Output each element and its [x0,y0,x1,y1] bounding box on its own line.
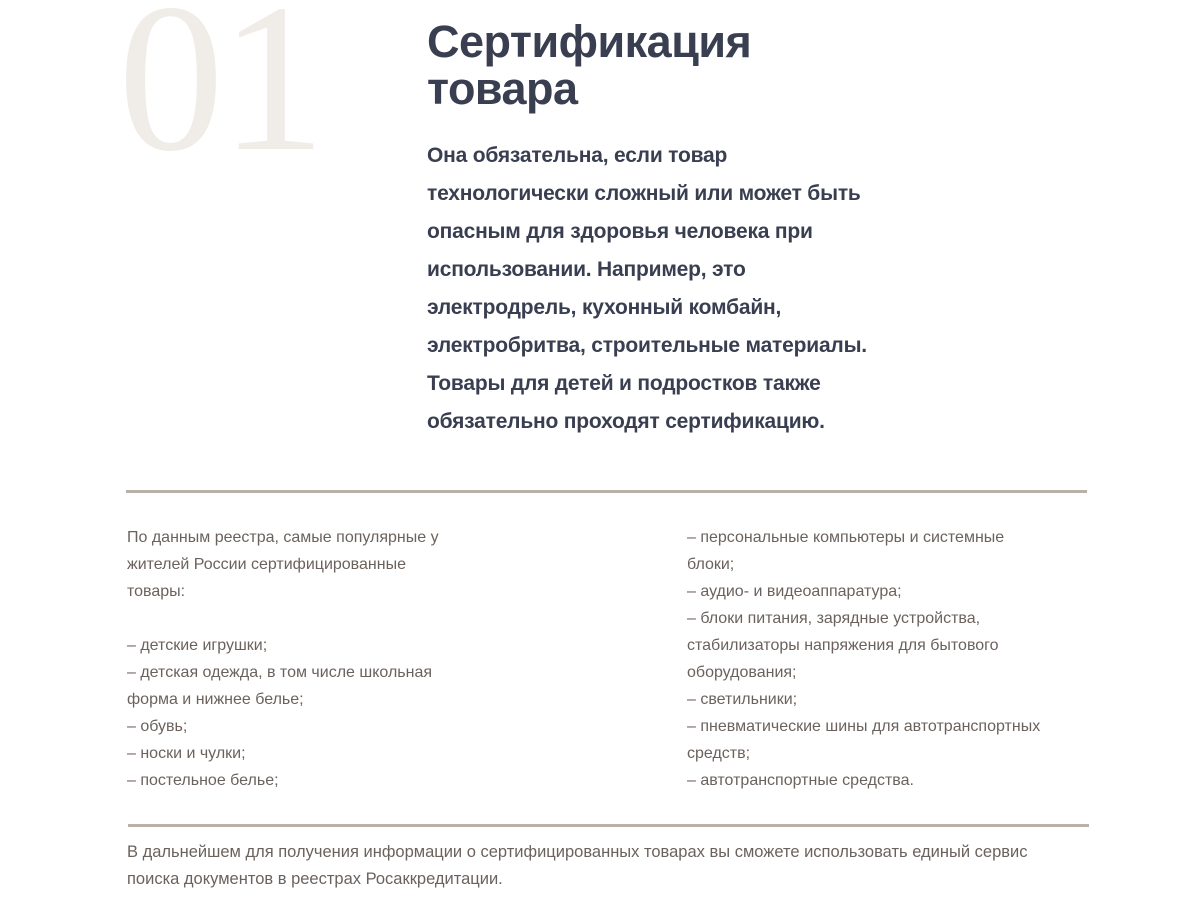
right-column-list [687,524,1040,794]
list-line: По данным реестра, самые популярные у [127,529,439,546]
section-number: 01 [118,0,322,195]
list-line: – автотранспортные средства. [687,772,914,789]
title-line: Сертификация [427,16,752,67]
list-line: – аудио- и видеоаппаратура; [687,583,902,600]
list-line: – блоки питания, зарядные устройства, [687,610,981,627]
list-line: товары: [127,583,186,600]
list-line: средств; [687,745,751,762]
lead-line: обязательно проходят сертификацию. [427,410,825,433]
divider-top [126,490,1087,493]
lead-line: использовании. Например, это [427,258,746,281]
footer-line: В дальнейшем для получения информации о сертифицированных товарах вы сможете использовать единый сервис [127,843,1028,861]
lead-line: опасным для здоровья человека при [427,220,813,243]
list-line: – детская одежда, в том числе школьная [127,664,433,681]
footer-note [127,839,1027,893]
left-column-list [127,524,439,794]
list-line: форма и нижнее белье; [127,691,304,708]
list-line: жителей России сертифицированные [127,556,406,573]
lead-line: Товары для детей и подростков также [427,372,821,395]
list-line: – постельное белье; [127,772,279,789]
list-line: – детские игрушки; [127,637,268,654]
list-line: – персональные компьютеры и системные [687,529,1005,546]
footer-line: поиска документов в реестрах Росаккредитации. [127,870,503,888]
list-line: – обувь; [127,718,188,735]
title-line: товара [427,63,578,114]
list-line: оборудования; [687,664,797,681]
list-line: – носки и чулки; [127,745,246,762]
lead-line: технологически сложный или может быть [427,182,861,205]
list-line: блоки; [687,556,735,573]
divider-bottom [128,824,1089,827]
lead-line: электробритва, строительные материалы. [427,334,867,357]
lead-paragraph [427,137,867,441]
lead-line: Она обязательна, если товар [427,144,728,167]
list-line: – светильники; [687,691,798,708]
list-line [127,605,439,632]
list-line: стабилизаторы напряжения для бытового [687,637,999,654]
section-title [427,18,751,112]
lead-line: электродрель, кухонный комбайн, [427,296,782,319]
list-line: – пневматические шины для автотранспортных [687,718,1041,735]
